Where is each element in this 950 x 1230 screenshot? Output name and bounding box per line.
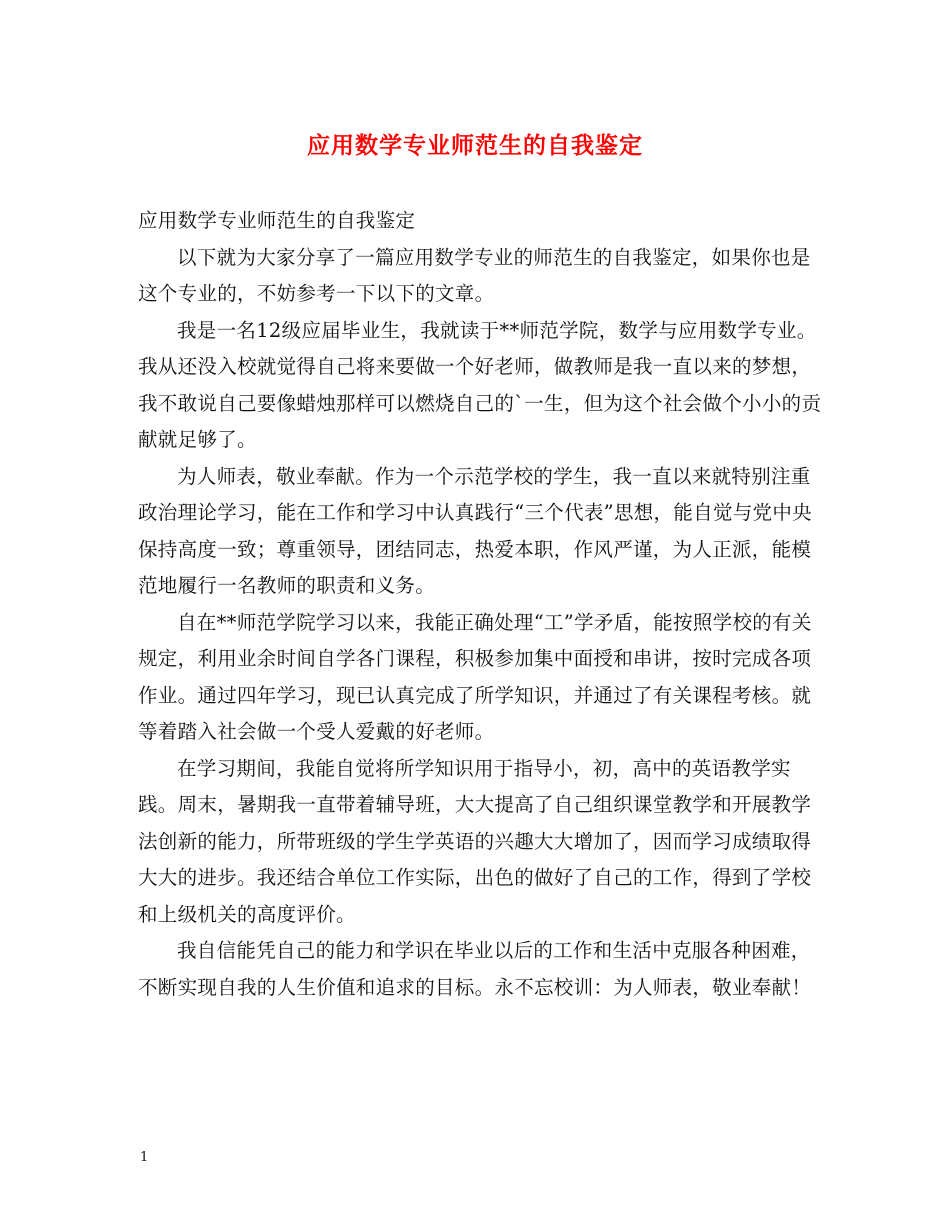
document-body (138, 203, 822, 1006)
paragraph-intro: 以下就为大家分享了一篇应用数学专业的师范生的自我鉴定，如果你也是这个专业的，不妨参考一下以下的文章。 (138, 245, 811, 305)
document-title: 应用数学专业师范生的自我鉴定 (307, 132, 643, 159)
paragraph-ethics: 为人师表，敬业奉献。作为一个示范学校的学生，我一直以来就特别注重政治理论学习，能在工作和学习中认真践行“三个代表”思想，能自觉与党中央保持高度一致；尊重领导，团结同志，热爱本职，作风严谨，为人正派，能模范地履行一名教师的职责和义务。 (138, 464, 812, 597)
paragraph-study: 自在**师范学院学习以来，我能正确处理“工”学矛盾，能按照学校的有关规定，利用业余时间自学各门课程，积极参加集中面授和串讲，按时完成各项作业。通过四年学习，现已认真完成了所学知识，并通过了有关课程考核。就等着踏入社会做一个受人爱戴的好老师。 (138, 610, 812, 743)
paragraph-practice: 在学习期间，我能自觉将所学知识用于指导小，初，高中的英语教学实践。周末，暑期我一直带着辅导班，大大提高了自己组织课堂教学和开展教学法创新的能力，所带班级的学生学英语的兴趣大大增加了，因而学习成绩取得大大的进步。我还结合单位工作实际，出色的做好了自己的工作，得到了学校和上级机关的高度评价。 (138, 756, 812, 926)
paragraph-conclusion: 我自信能凭自己的能力和学识在毕业以后的工作和生活中克服各种困难，不断实现自我的人生价值和追求的目标。永不忘校训：为人师表，敬业奉献！ (138, 939, 812, 999)
document-subtitle: 应用数学专业师范生的自我鉴定 (138, 209, 416, 232)
paragraph-background: 我是一名12级应届毕业生，我就读于**师范学院，数学与应用数学专业。我从还没入校就觉得自己将来要做一个好老师，做教师是我一直以来的梦想，我不敢说自己要像蜡烛那样可以燃烧自己的`一生，但为这个社会做个小小的贡献就足够了。 (138, 318, 822, 451)
page-number: 1 (140, 1150, 149, 1165)
